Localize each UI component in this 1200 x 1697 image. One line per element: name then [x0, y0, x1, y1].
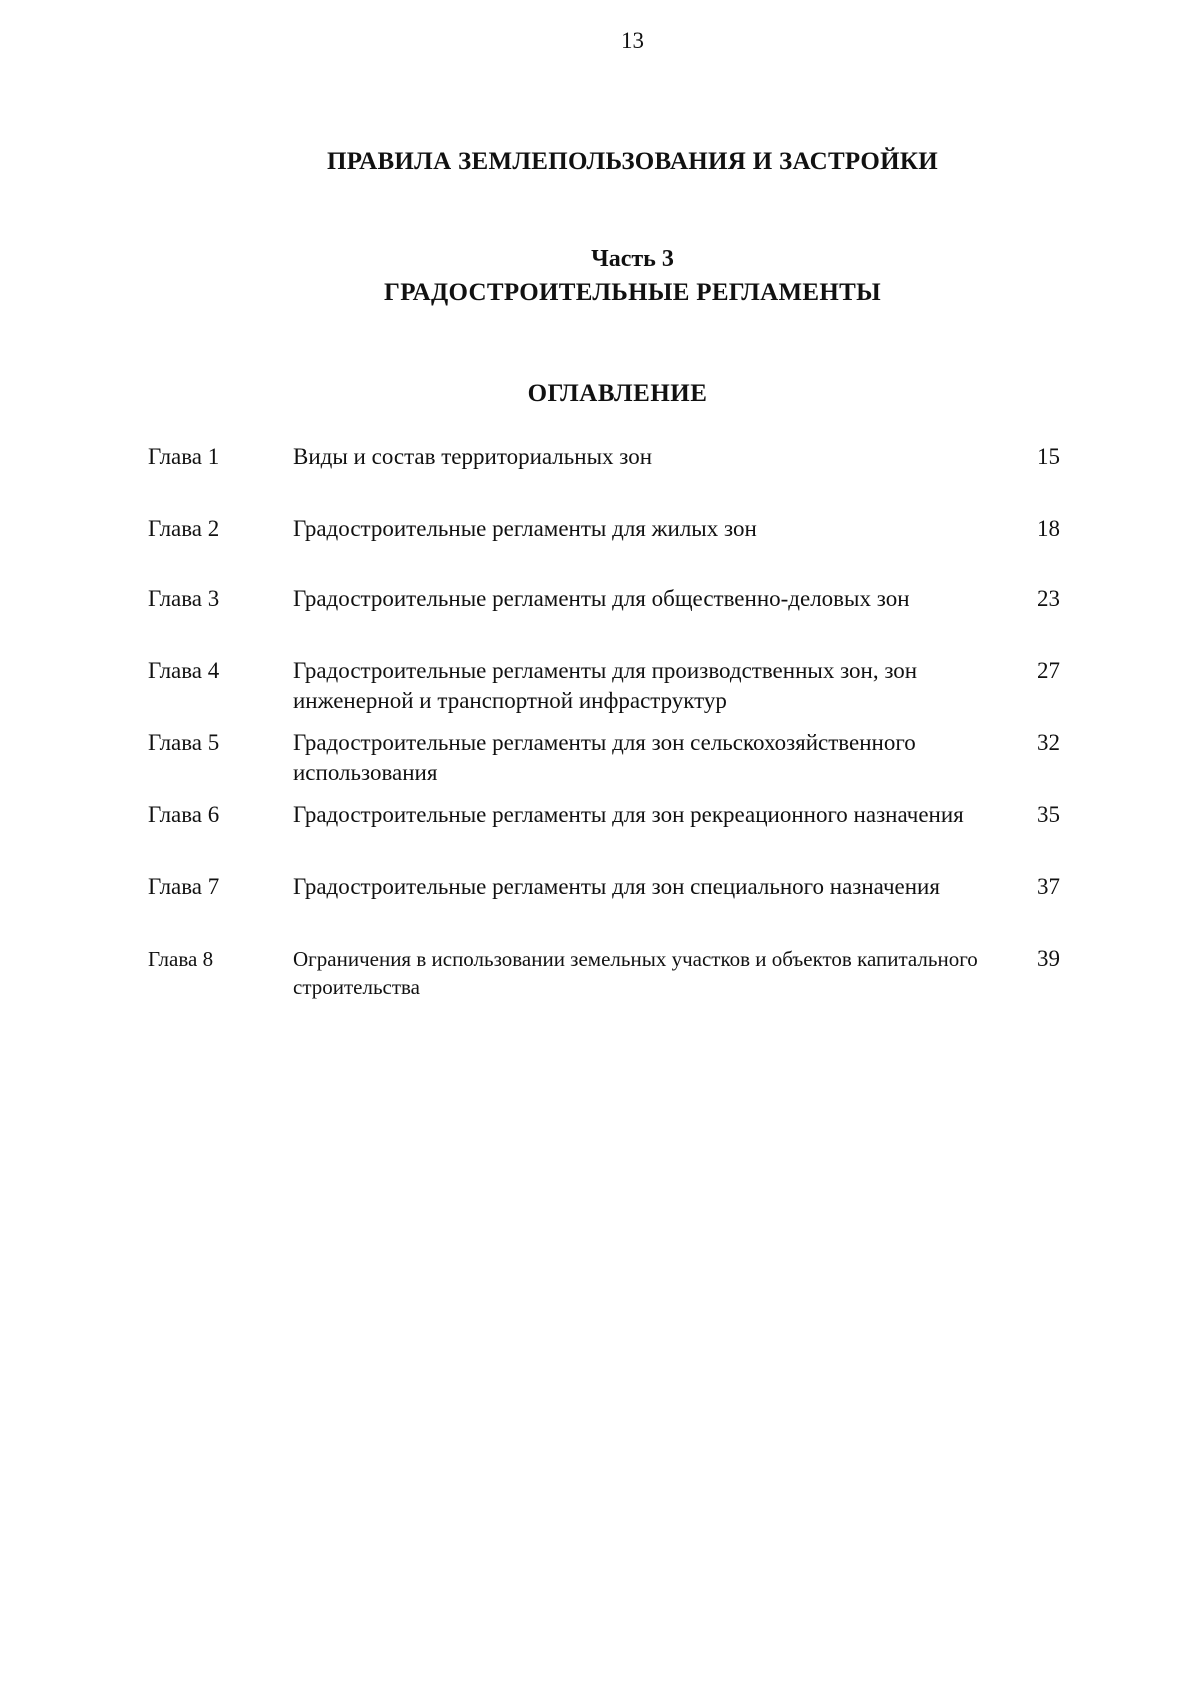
toc-chapter-label: Глава 5 — [148, 730, 220, 755]
toc-entry-title: Градостроительные регламенты для зон сельскохозяйственного использования — [293, 730, 916, 785]
toc-page-number: 35 — [1037, 802, 1060, 827]
toc-entry-title: Градостроительные регламенты для зон специального назначения — [293, 874, 940, 899]
toc-chapter-label: Глава 2 — [148, 516, 220, 541]
document-title: ПРАВИЛА ЗЕМЛЕПОЛЬЗОВАНИЯ И ЗАСТРОЙКИ — [326, 148, 939, 175]
toc-chapter-label: Глава 6 — [148, 802, 220, 827]
toc-chapter-label: Глава 7 — [148, 874, 220, 899]
toc-chapter-label: Глава 3 — [148, 586, 220, 611]
toc-entry-title: Градостроительные регламенты для зон рекреационного назначения — [293, 802, 964, 827]
toc-entry-title: Градостроительные регламенты для общественно-деловых зон — [293, 586, 910, 611]
toc-entry-title: Ограничения в использовании земельных участков и объектов капитального строительства — [293, 947, 978, 999]
part-title: ГРАДОСТРОИТЕЛЬНЫЕ РЕГЛАМЕНТЫ — [384, 279, 881, 306]
toc-page-number: 23 — [1037, 586, 1060, 611]
toc-page-number: 18 — [1037, 516, 1060, 541]
toc-entry-title: Градостроительные регламенты для жилых зон — [293, 516, 757, 541]
toc-page-number: 37 — [1037, 874, 1060, 899]
toc-chapter-label: Глава 8 — [148, 947, 214, 971]
toc-page-number: 32 — [1037, 730, 1060, 755]
part-label: Часть 3 — [591, 246, 674, 272]
toc-page-number: 27 — [1037, 658, 1060, 683]
toc-page-number: 15 — [1037, 444, 1060, 469]
toc-chapter-label: Глава 4 — [148, 658, 220, 683]
toc-page-number: 39 — [1037, 946, 1060, 971]
toc-heading: ОГЛАВЛЕНИЕ — [527, 380, 708, 407]
page-number: 13 — [621, 28, 644, 53]
toc-chapter-label: Глава 1 — [148, 444, 220, 469]
toc-entry-title: Градостроительные регламенты для производственных зон, зон инженерной и транспортной инфраструктур — [293, 658, 918, 713]
toc-entry-title: Виды и состав территориальных зон — [293, 444, 653, 469]
